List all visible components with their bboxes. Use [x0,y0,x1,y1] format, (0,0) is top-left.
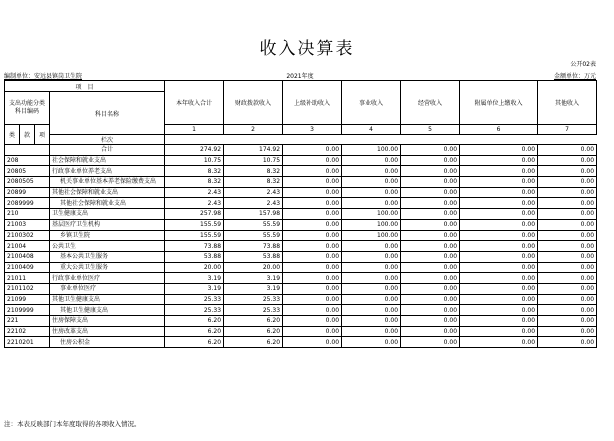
row-value: 25.33 [165,294,224,305]
col-header: 事业收入 [342,81,401,125]
row-name: 基层医疗卫生机构 [50,219,165,230]
row-name: 公共卫生 [50,241,165,252]
row-name: 其他社会保障和就业支出 [50,198,165,209]
table-row [5,155,597,166]
col-num: 6 [460,125,538,135]
row-value: 8.32 [224,177,283,188]
row-value: 0.00 [460,337,538,348]
row-code: 2089999 [5,198,50,209]
col-num: 7 [538,125,597,135]
row-value: 0.00 [401,283,460,294]
row-name: 住房公积金 [50,337,165,348]
row-code: 21004 [5,241,50,252]
total-row [5,145,597,156]
row-value: 8.32 [165,177,224,188]
table-row [5,198,597,209]
row-name: 社会保障和就业支出 [50,155,165,166]
row-value: 0.00 [538,241,597,252]
row-name: 行政事业单位养老支出 [50,166,165,177]
row-value: 0.00 [401,251,460,262]
meta-row [4,71,596,80]
row-value: 25.33 [224,294,283,305]
row-value: 0.00 [538,273,597,284]
row-value: 0.00 [283,209,342,220]
row-value: 2.43 [224,187,283,198]
row-name: 事业单位医疗 [50,283,165,294]
row-value: 0.00 [460,262,538,273]
year-label: 2021年度 [286,73,314,80]
row-value: 0.00 [342,262,401,273]
row-value: 0.00 [342,177,401,188]
row-value: 0.00 [538,155,597,166]
row-value: 0.00 [401,219,460,230]
row-code: 2080505 [5,177,50,188]
row-value: 0.00 [342,187,401,198]
row-value: 8.32 [224,166,283,177]
row-value: 0.00 [538,283,597,294]
row-value: 0.00 [538,316,597,327]
row-value: 0.00 [401,262,460,273]
row-value: 3.19 [224,273,283,284]
row-value: 6.20 [165,337,224,348]
row-value: 0.00 [283,273,342,284]
col-header: 经营收入 [401,81,460,125]
col-header: 上级补助收入 [283,81,342,125]
row-value: 0.00 [342,283,401,294]
row-value: 0.00 [342,155,401,166]
row-value: 10.75 [165,155,224,166]
row-value: 73.88 [165,241,224,252]
row-value: 0.00 [538,198,597,209]
row-value: 6.20 [224,316,283,327]
row-value: 155.59 [165,230,224,241]
row-value: 73.88 [224,241,283,252]
row-value: 0.00 [460,326,538,337]
row-value: 0.00 [460,294,538,305]
row-value: 0.00 [460,251,538,262]
row-value: 0.00 [460,187,538,198]
row-value: 0.00 [538,187,597,198]
row-code: 2100302 [5,230,50,241]
row-code: 20805 [5,166,50,177]
row-value: 0.00 [401,326,460,337]
row-value: 0.00 [283,177,342,188]
header-lei: 类 [5,125,20,145]
row-name: 基本公共卫生服务 [50,251,165,262]
col-num: 5 [401,125,460,135]
income-table [4,80,597,348]
row-value: 100.00 [342,209,401,220]
row-code: 210 [5,209,50,220]
table-row [5,337,597,348]
row-value: 0.00 [401,230,460,241]
table-row [5,219,597,230]
row-value: 0.00 [283,326,342,337]
row-name: 机关事业单位基本养老保险缴费支出 [50,177,165,188]
row-value: 0.00 [460,166,538,177]
row-name: 其他卫生健康支出 [50,305,165,316]
table-row [5,166,597,177]
table-row [5,209,597,220]
unit-label: 金额单位：万元 [553,73,596,80]
row-value: 20.00 [165,262,224,273]
row-value: 0.00 [401,316,460,327]
col-num: 1 [165,125,224,135]
row-name: 其他社会保障和就业支出 [50,187,165,198]
row-value: 2.43 [224,198,283,209]
row-value: 0.00 [283,337,342,348]
row-value: 0.00 [342,251,401,262]
row-value: 0.00 [401,241,460,252]
row-value: 0.00 [283,198,342,209]
row-value: 3.19 [165,283,224,294]
row-value: 0.00 [401,209,460,220]
row-value: 0.00 [342,294,401,305]
row-value: 0.00 [538,337,597,348]
row-name: 住房改革支出 [50,326,165,337]
row-value: 0.00 [342,241,401,252]
row-code: 2100409 [5,262,50,273]
row-value: 100.00 [342,219,401,230]
table-row [5,283,597,294]
row-value: 0.00 [401,155,460,166]
total-value: 274.92 [165,145,224,156]
row-value: 25.33 [224,305,283,316]
header-name: 科目名称 [50,92,165,135]
row-value: 3.19 [165,273,224,284]
row-value: 155.59 [165,219,224,230]
row-value: 0.00 [401,337,460,348]
table-row [5,316,597,327]
table-note: 注：本表反映部门本年度取得的各项收入情况。 [4,420,141,428]
row-value: 0.00 [538,326,597,337]
table-row [5,326,597,337]
row-value: 0.00 [342,337,401,348]
col-header: 本年收入合计 [165,81,224,125]
row-value: 0.00 [283,305,342,316]
row-code: 22102 [5,326,50,337]
header-kuan: 款 [20,125,35,145]
row-value: 0.00 [283,219,342,230]
col-header: 其他收入 [538,81,597,125]
row-value: 6.20 [165,326,224,337]
table-row [5,177,597,188]
header-xiang: 项 [35,125,50,145]
row-code: 2109999 [5,305,50,316]
total-value: 100.00 [342,145,401,156]
row-value: 2.43 [165,198,224,209]
total-value: 174.92 [224,145,283,156]
row-value: 0.00 [460,198,538,209]
row-value: 8.32 [165,166,224,177]
row-name: 卫生健康支出 [50,209,165,220]
col-num: 2 [224,125,283,135]
table-row [5,187,597,198]
row-value: 0.00 [401,177,460,188]
row-value: 20.00 [224,262,283,273]
row-value: 0.00 [460,219,538,230]
table-row [5,273,597,284]
total-value: 0.00 [283,145,342,156]
row-value: 0.00 [401,198,460,209]
row-name: 其他卫生健康支出 [50,294,165,305]
row-value: 6.20 [165,316,224,327]
row-code: 20899 [5,187,50,198]
col-header: 附属单位上缴收入 [460,81,538,125]
row-value: 0.00 [283,316,342,327]
row-value: 0.00 [342,326,401,337]
table-row [5,230,597,241]
header-code: 支出功能分类科目编码 [5,92,50,125]
row-value: 6.20 [224,337,283,348]
row-value: 55.59 [224,219,283,230]
row-value: 0.00 [538,219,597,230]
row-value: 0.00 [283,283,342,294]
total-value: 0.00 [460,145,538,156]
row-value: 0.00 [342,198,401,209]
row-value: 0.00 [460,230,538,241]
row-value: 0.00 [460,316,538,327]
row-code: 21003 [5,219,50,230]
row-name: 乡镇卫生院 [50,230,165,241]
row-value: 0.00 [342,166,401,177]
row-value: 0.00 [283,262,342,273]
row-code: 2210201 [5,337,50,348]
col-num: 3 [283,125,342,135]
row-code: 2100408 [5,251,50,262]
row-value: 0.00 [283,251,342,262]
row-value: 6.20 [224,326,283,337]
row-code: 2101102 [5,283,50,294]
row-name: 住房保障支出 [50,316,165,327]
row-value: 0.00 [538,209,597,220]
row-value: 0.00 [401,187,460,198]
row-value: 0.00 [538,262,597,273]
table-row [5,294,597,305]
row-value: 0.00 [283,187,342,198]
row-value: 0.00 [283,155,342,166]
row-name: 重大公共卫生服务 [50,262,165,273]
row-value: 257.98 [165,209,224,220]
row-value: 0.00 [283,166,342,177]
row-value: 0.00 [283,230,342,241]
header-item: 项 目 [5,81,165,92]
row-value: 0.00 [283,294,342,305]
row-value: 53.88 [224,251,283,262]
row-value: 0.00 [460,177,538,188]
row-value: 0.00 [538,294,597,305]
row-value: 0.00 [401,305,460,316]
total-label: 合计 [50,145,165,156]
row-value: 10.75 [224,155,283,166]
col-header: 财政拨款收入 [224,81,283,125]
row-value: 0.00 [283,241,342,252]
row-code: 21099 [5,294,50,305]
row-value: 0.00 [538,251,597,262]
form-code: 公开02表 [570,61,596,68]
row-value: 0.00 [460,305,538,316]
row-value: 0.00 [342,305,401,316]
row-value: 0.00 [460,241,538,252]
row-value: 0.00 [538,166,597,177]
total-value: 0.00 [401,145,460,156]
row-value: 0.00 [538,230,597,241]
table-row [5,251,597,262]
row-value: 25.33 [165,305,224,316]
row-value: 0.00 [401,273,460,284]
table-row [5,305,597,316]
total-value: 0.00 [538,145,597,156]
row-value: 157.98 [224,209,283,220]
row-num-label: 栏次 [50,135,165,145]
row-code: 21011 [5,273,50,284]
table-row [5,241,597,252]
org-label: 编制单位：安远县镇岗卫生院 [4,73,83,80]
row-value: 0.00 [342,273,401,284]
row-value: 0.00 [460,283,538,294]
row-value: 0.00 [401,294,460,305]
row-name: 行政事业单位医疗 [50,273,165,284]
page-title: 收入决算表 [259,39,355,59]
table-row [5,262,597,273]
row-value: 0.00 [342,316,401,327]
row-value: 100.00 [342,230,401,241]
row-code: 221 [5,316,50,327]
row-value: 53.88 [165,251,224,262]
row-value: 0.00 [538,177,597,188]
col-num: 4 [342,125,401,135]
row-value: 0.00 [538,305,597,316]
row-value: 0.00 [460,273,538,284]
row-value: 0.00 [460,209,538,220]
row-value: 0.00 [460,155,538,166]
row-code: 208 [5,155,50,166]
row-value: 2.43 [165,187,224,198]
row-value: 0.00 [401,166,460,177]
row-value: 55.59 [224,230,283,241]
row-value: 3.19 [224,283,283,294]
